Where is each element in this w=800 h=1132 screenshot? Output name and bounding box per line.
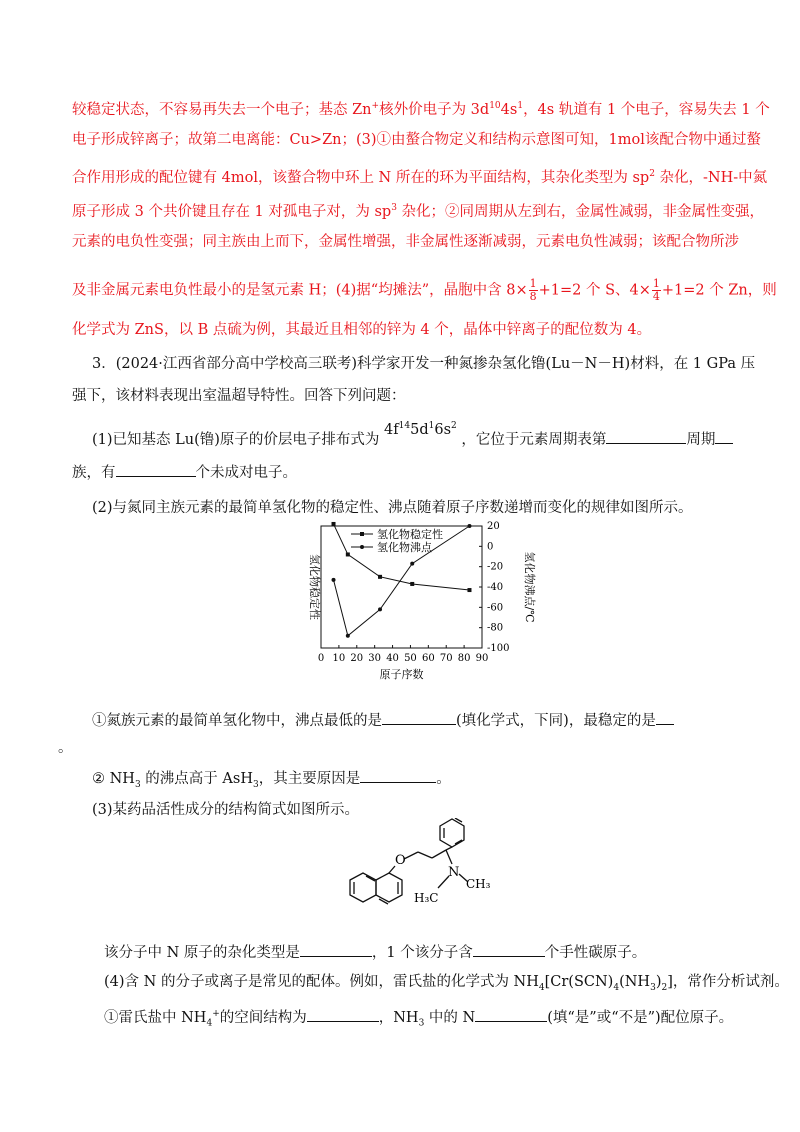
answer-blank-chiral[interactable] <box>473 942 545 957</box>
x-tick-label: 20 <box>350 653 364 664</box>
question-text: ①雷氏盐中 NH <box>104 1009 207 1026</box>
part-2-2-line: ② $NH_3$ 的沸点高于 AsH$_3$，其主要原因是 。 <box>92 768 451 795</box>
oxygen-label: O <box>395 853 406 868</box>
answer-text: 原子形成 3 个共价键且存在 1 对孤电子对，为 sp <box>72 203 392 220</box>
answer-text: 杂化；②同周期从左到右，金属性减弱，非金属性变强， <box>396 203 765 220</box>
answer-line-5 <box>72 232 739 252</box>
y-tick-label: -100 <box>487 643 510 654</box>
answer-line-6 <box>72 278 777 303</box>
answer-text: 核外价电子为 3d <box>379 101 490 118</box>
fraction-one-eighth <box>529 278 538 303</box>
question-text: 3．(2024·江西省部分高中学校高三联考)科学家开发一种氮掺杂氢化镥( <box>92 356 552 372</box>
fraction-denominator: 4 <box>652 290 660 303</box>
answer-blank-lowest-bp[interactable] <box>382 710 456 725</box>
legend-marker <box>360 545 364 549</box>
data-point-dot <box>410 562 414 566</box>
fraction-denominator: 8 <box>529 290 537 303</box>
answer-text: 杂化，-NH-中氮 <box>654 169 768 186</box>
data-point-square <box>467 588 471 592</box>
data-point-square <box>346 552 350 556</box>
superscript: 3 <box>391 203 397 213</box>
x-tick-label: 30 <box>368 653 382 664</box>
part-1-line-1 <box>92 421 733 450</box>
answer-text: 4s <box>500 101 518 118</box>
x-tick-label: 50 <box>404 653 417 664</box>
legend-marker <box>360 532 364 536</box>
question-text: (NH <box>619 974 651 990</box>
question-text: )材料，在 1 GPa 压 <box>624 356 756 372</box>
methyl-left-label: H₃C <box>414 891 439 905</box>
y-tick-label: -60 <box>487 602 504 614</box>
question-text: ，NH <box>378 1009 419 1026</box>
legend-label: 氢化物沸点 <box>377 541 432 554</box>
data-point-dot <box>467 524 471 528</box>
part-3-line <box>92 800 359 820</box>
question-text: (填化学式，下同)，最稳定的是 <box>456 713 656 729</box>
question-text: ) <box>655 974 662 990</box>
question-text: [Cr(SCN) <box>544 974 614 990</box>
answer-line-1 <box>72 96 770 120</box>
x-tick-label: 10 <box>332 653 346 664</box>
answer-text: 及非金属元素电负性最小的是氢元素 H；(4)据“均摊法”，晶胞中含 <box>72 282 502 299</box>
x-tick-label: 70 <box>439 653 453 664</box>
answer-line-4 <box>72 198 764 222</box>
data-point-dot <box>332 578 336 582</box>
fraction-prefix: 8× <box>506 282 528 299</box>
answer-text: ，4s 轨道有 1 个电子，容易失去 1 个 <box>523 101 770 118</box>
question-text: ，1 个该分子含 <box>371 945 473 961</box>
answer-text: 较稳定状态，不容易再失去一个电子；基态 Zn <box>72 101 372 118</box>
answer-blank-hybridization[interactable] <box>300 942 372 957</box>
fraction-one-quarter <box>652 278 661 303</box>
x-tick-label: 0 <box>317 653 325 664</box>
superscript: + <box>371 101 380 111</box>
molecule-structure <box>0 818 800 928</box>
question-text: (2)与氮同主族元素的最简单氢化物的稳定性、沸点随着原子序数递增而变化的规律如图所示。 <box>92 500 693 516</box>
question-text: 个未成对电子。 <box>195 465 297 481</box>
data-point-square <box>378 575 382 579</box>
answer-blank-shape[interactable] <box>307 1007 379 1022</box>
legend-label: 氢化物稳定性 <box>377 528 443 541</box>
answer-text: 化学式为 ZnS，以 B 点硫为例，其最近且相邻的锌为 4 个，晶体中锌离子的配位数为 4。 <box>72 322 652 338</box>
data-point-square <box>410 582 414 586</box>
x-tick-label: 80 <box>457 653 471 664</box>
fraction-tail: +1=2 <box>661 282 705 299</box>
question-text: 。 <box>58 740 73 756</box>
question-text: 的空间结构为 <box>219 1009 307 1026</box>
nitrogen-label: N <box>448 865 460 880</box>
answer-line-7 <box>72 320 651 340</box>
question-text: 。 <box>436 771 451 787</box>
y-tick-label: -40 <box>487 582 504 593</box>
question-text: ①氮族元素的最简单氢化物中，沸点最低的是 <box>92 713 382 729</box>
x-tick-label: 40 <box>386 653 399 664</box>
answer-blank-ligand[interactable] <box>475 1007 547 1022</box>
y-tick-label: 0 <box>487 541 494 553</box>
question-text: 中的 N <box>424 1009 476 1026</box>
question-text: (3)某药品活性成分的结构简式如图所示。 <box>92 802 360 818</box>
part-3-answer-line <box>104 942 646 963</box>
answer-text: 个 S、 <box>585 282 630 299</box>
data-point-square <box>332 522 336 526</box>
answer-text: 个 Zn，则 <box>709 282 777 299</box>
answer-blank-reason[interactable] <box>360 768 436 783</box>
question-text: 强下，该材料表现出室温超导特性。回答下列问题： <box>72 388 406 404</box>
question-text: ② NH <box>92 771 135 787</box>
question-text: (填“是”或“不是”)配位原子。 <box>547 1009 734 1026</box>
question-text: 该分子中 N 原子的杂化类型是 <box>104 945 300 961</box>
y-tick-label: -80 <box>487 622 504 634</box>
y-axis-left-label: 氢化物稳定性 <box>308 554 321 620</box>
answer-blank-most-stable[interactable] <box>656 710 674 725</box>
part-2-1-end <box>58 738 73 758</box>
y-axis-right-label: 氢化物沸点/℃ <box>523 551 536 623</box>
methyl-right-label: CH₃ <box>466 877 491 891</box>
question-text: 周期 <box>686 431 716 448</box>
question-text: 族，有 <box>72 465 116 481</box>
question-text: (1)已知基态 Lu(镥)原子的价层电子排布式为 <box>92 431 380 448</box>
question-text: 的沸点高于 AsH <box>140 771 253 787</box>
question-text: ]，常作分析试剂。 <box>667 974 789 990</box>
question-3-intro-2 <box>72 386 406 406</box>
part-2-line <box>92 498 693 518</box>
answer-text: 元素的电负性变强；同主族由上而下，金属性增强，非金属性逐渐减弱，元素电负性减弱；该配合物所涉 <box>72 234 739 250</box>
fraction-numerator: 1 <box>652 277 660 290</box>
fraction-tail: +1=2 <box>538 282 582 299</box>
data-point-dot <box>378 607 382 611</box>
part-1-line-2 <box>72 462 297 483</box>
superscript: 10 <box>489 101 501 111</box>
y-tick-label: 20 <box>487 521 500 532</box>
answer-blank-period[interactable] <box>606 429 686 444</box>
superscript: 1 <box>517 101 524 111</box>
electron-configuration: $4f^{14}5d^16s^2$ <box>384 421 457 438</box>
answer-text: 合作用形成的配位键有 4mol，该螯合物中环上 N 所在的环为平面结构，其杂化类型为 sp <box>72 169 650 186</box>
question-text: ，它位于元素周期表第 <box>461 431 607 448</box>
question-3-intro <box>92 354 755 374</box>
answer-blank-group[interactable] <box>715 429 733 444</box>
y-tick-label: -20 <box>487 561 504 573</box>
data-point-dot <box>346 634 350 638</box>
answer-line-3 <box>72 164 767 188</box>
question-text: ，其主要原因是 <box>258 771 361 787</box>
part-4-1-line: ①雷氏盐中 $NH_4^+$的空间结构为 ，$NH_3$ 中的 N (填“是”或“不是”)配位原子。 <box>104 1004 733 1034</box>
x-tick-label: 60 <box>421 653 435 664</box>
answer-line-2 <box>72 130 761 150</box>
x-tick-label: 90 <box>475 653 489 664</box>
answer-blank-unpaired[interactable] <box>116 462 196 477</box>
material-formula: Lu－N－H <box>551 356 625 372</box>
question-text: 个手性碳原子。 <box>544 945 647 961</box>
fraction-numerator: 1 <box>529 277 537 290</box>
part-2-1-line <box>92 710 674 731</box>
fraction-prefix: 4× <box>629 282 651 299</box>
hydride-chart <box>0 518 800 698</box>
superscript: 2 <box>649 169 655 179</box>
part-4-line: (4)含 N 的分子或离子是常见的配体。例如，雷氏盐的化学式为 $NH_4[Cr(SCN)_4(NH_3)_2]$，常作分析试剂。 <box>104 974 789 993</box>
x-axis-label: 原子序数 <box>379 668 424 681</box>
question-text: (4)含 N 的分子或离子是常见的配体。例如，雷氏盐的化学式为 NH <box>104 974 539 990</box>
answer-text: 电子形成锌离子；故第二电离能：Cu>Zn；(3)①由螯合物定义和结构示意图可知，1mol该配合物中通过螯 <box>72 132 761 148</box>
